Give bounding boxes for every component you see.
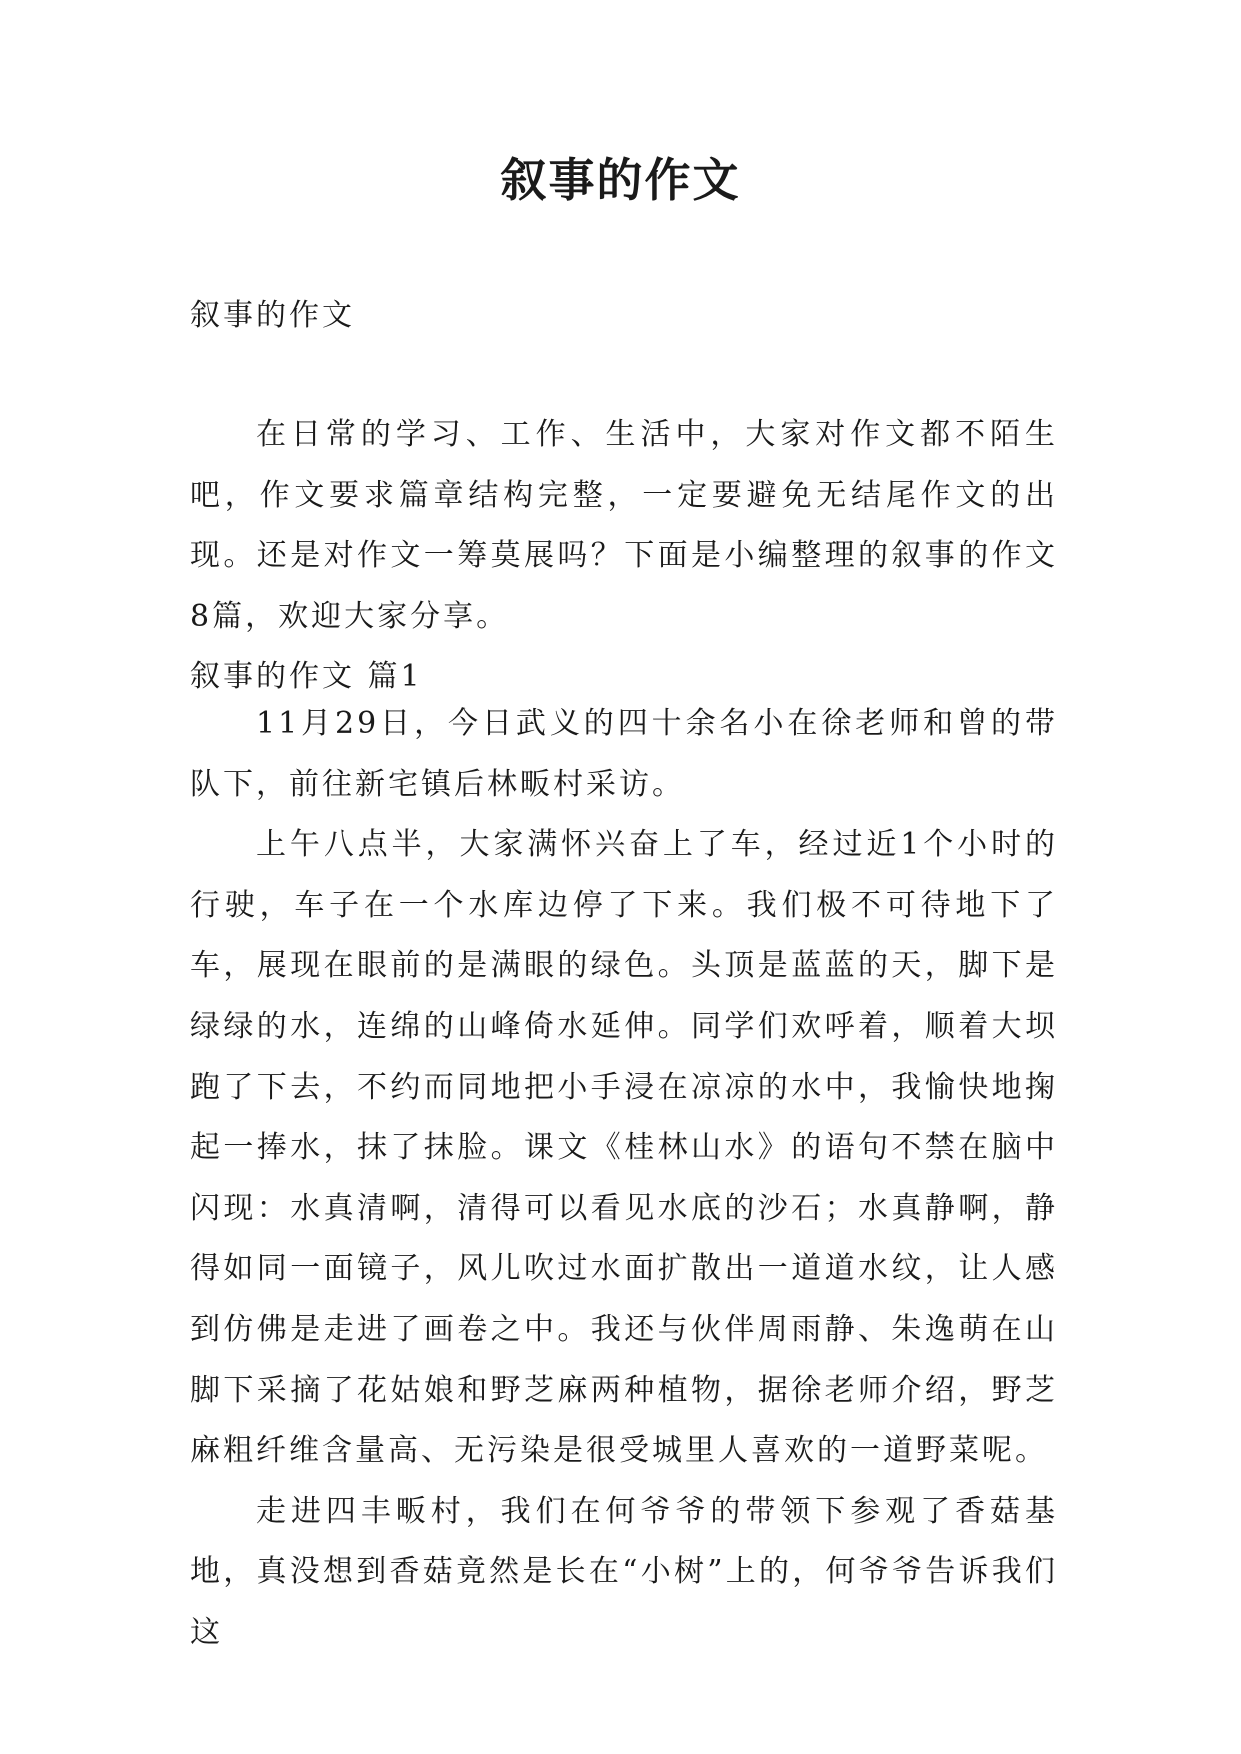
intro-paragraph: 在日常的学习、工作、生活中，大家对作文都不陌生吧，作文要求篇章结构完整，一定要避免无结尾作文的出现。还是对作文一筹莫展吗？下面是小编整理的叙事的作文8篇，欢迎大家分享。 bbox=[190, 417, 1058, 634]
essay-paragraph: 走进四丰畈村，我们在何爷爷的带领下参观了香菇基地，真没想到香菇竟然是长在“小树”上的，何爷爷告诉我们这 bbox=[190, 1493, 1058, 1650]
document-title: 叙事的作文 bbox=[500, 153, 741, 207]
essay-paragraph: 11月29日，今日武义的四十余名小在徐老师和曾的带队下，前往新宅镇后林畈村采访。 bbox=[190, 706, 1058, 802]
document-subtitle: 叙事的作文 bbox=[190, 298, 355, 333]
essay-body bbox=[190, 694, 1058, 1664]
section-heading: 叙事的作文 篇1 bbox=[190, 659, 423, 694]
intro-block bbox=[190, 405, 1058, 708]
essay-paragraph: 上午八点半，大家满怀兴奋上了车，经过近1个小时的行驶，车子在一个水库边停了下来。我们极不可待地下了车，展现在眼前的是满眼的绿色。头顶是蓝蓝的天，脚下是绿绿的水，连绵的山峰倚水延伸。同学们欢呼着，顺着大坝跑了下去，不约而同地把小手浸在凉凉的水中，我愉快地掬起一捧水，抹了抹脸。课文《桂林山水》的语句不禁在脑中闪现：水真清啊，清得可以看见水底的沙石；水真静啊，静得如同一面镜子，风儿吹过水面扩散出一道道水纹，让人感到仿佛是走进了画卷之中。我还与伙伴周雨静、朱逸萌在山脚下采摘了花姑娘和野芝麻两种植物，据徐老师介绍，野芝麻粗纤维含量高、无污染是很受城里人喜欢的一道野菜呢。 bbox=[190, 827, 1058, 1469]
